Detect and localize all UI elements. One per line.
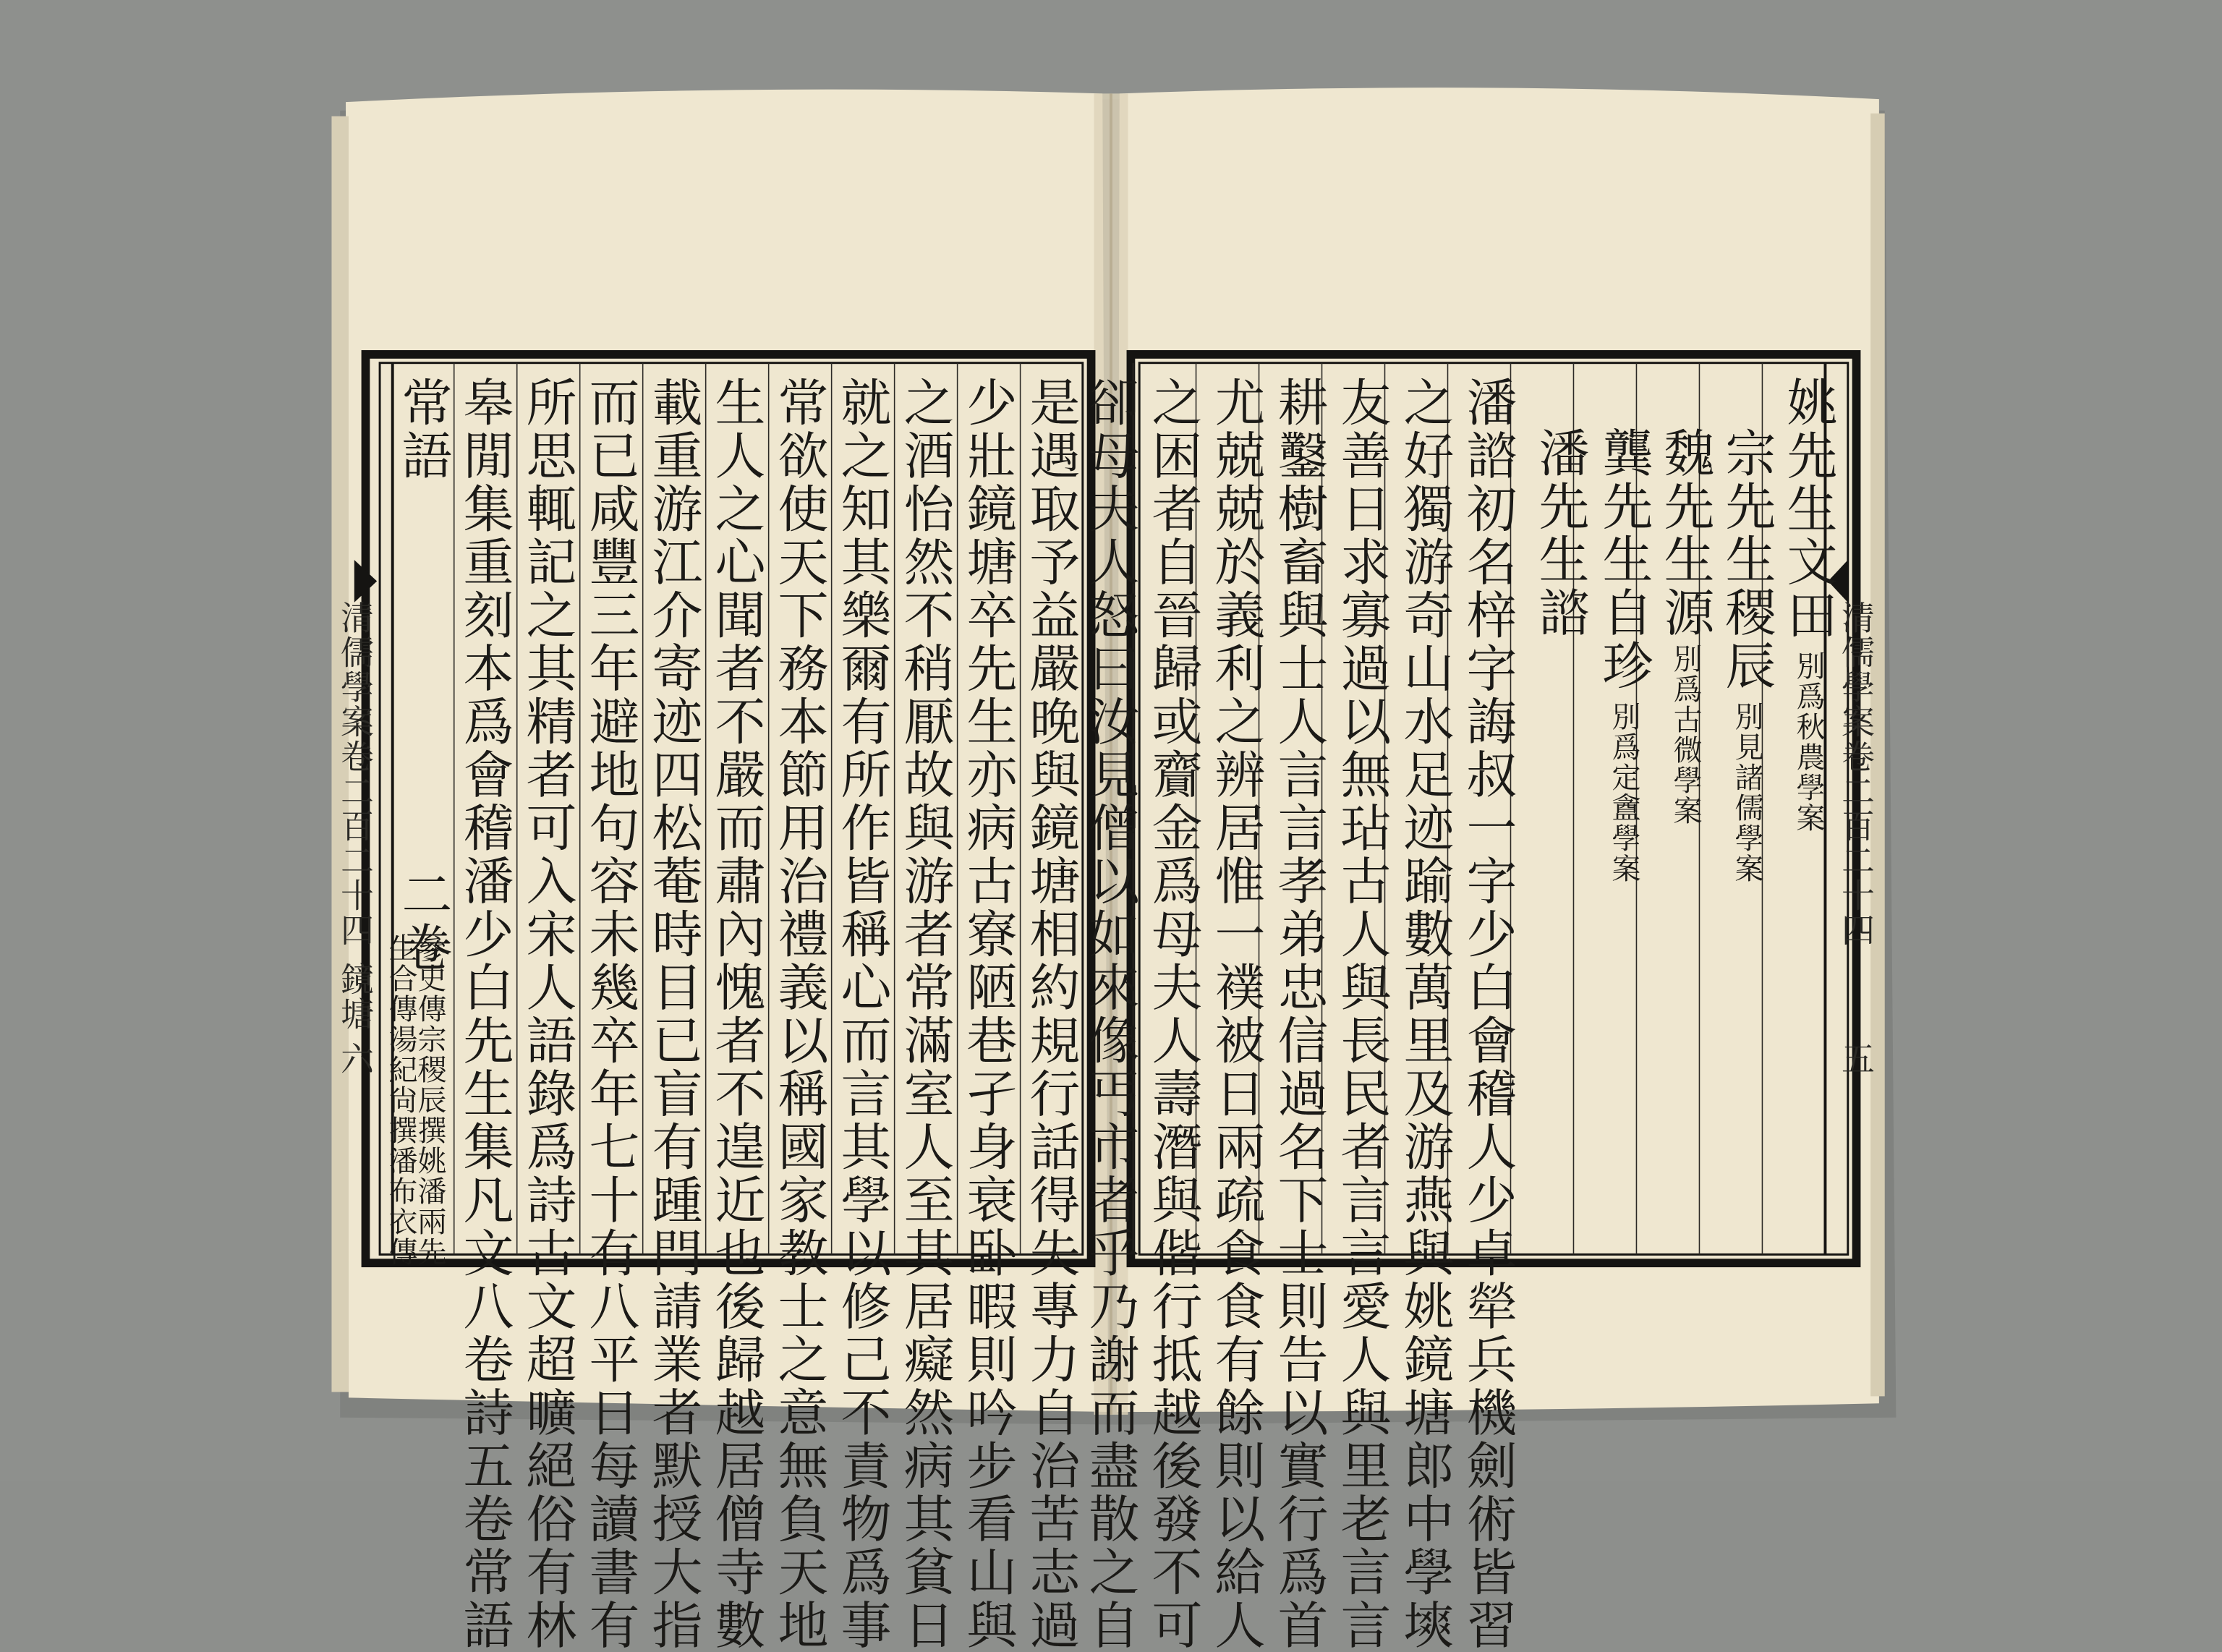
right-margin-title: 清儒學案卷二百二十四 [1836,600,1876,948]
left-text-column: 生人之心聞者不嚴而肅內愧者不遑近也後歸越居僧寺數 [707,376,766,1652]
left-text-column: 之酒怡然不稍厭故與游者常滿室人至其居癡然病其貧日 [895,376,955,1652]
right-text-column: 之困者自晉歸或齎金爲母夫人壽潛與偕行抵越後發不可 [1144,376,1203,1652]
left-text-column: 常欲使天下務本節用治禮義以稱國家教士之意無負天地 [770,376,829,1652]
left-text-column: 就之知其樂爾有所作皆稱心而言其學以修己不責物爲事 [833,376,892,1652]
right-text-column: 卻母夫人怒曰汝見僧以如來像丐市者乎乃謝而盡散之自 [1081,376,1140,1652]
right-margin-page: 五 [1836,1042,1876,1076]
right-heading-note: 別爲秋農學案 [1792,651,1825,833]
left-margin-section: 鏡塘 [336,962,375,1031]
right-text-column: 耕鑿樹畜與士人言言孝弟忠信過名下士則告以實行爲首 [1269,376,1329,1652]
left-last-column-volumes: 二卷 [393,868,453,974]
right-heading: 宗先生稷辰 [1717,427,1776,693]
right-text-column: 潘諮初名梓字誨叔一字少白會稽人少卓犖兵機劍術皆習 [1458,376,1517,1652]
left-text-column: 皋閒集重刻本爲會稽潘少白先生集凡文八卷詩五卷常語 [455,376,514,1652]
right-heading: 魏先生源 [1656,427,1715,639]
left-note-right-line: 參史傳宗稷辰撰姚潘兩先 [413,933,446,1267]
right-text-column: 友善日求寡過以無玷古人與長民者言言愛人與里老言言 [1332,376,1392,1652]
left-margin-title: 清儒學案卷二百二十四 [336,600,375,948]
left-text-column: 是遇取予益嚴晚與鏡塘相約規行話得失專力自治苦志過 [1021,376,1081,1652]
left-text-column: 所思輒記之其精者可入宋人語錄爲詩古文超曠絕俗有林 [518,376,577,1652]
left-note-left-line: 生合傳湯紀尙撰潘布衣傳 [384,933,417,1267]
left-last-column-title: 常語 [393,376,453,482]
right-heading-note: 別爲古微學案 [1669,644,1702,826]
right-heading-note: 別爲定盦學案 [1607,702,1640,884]
right-text-column: 之好獨游奇山水足迹踰數萬里及游燕與姚鏡塘郎中學塽 [1395,376,1455,1652]
left-margin-page: 六 [336,1042,375,1076]
right-heading: 姚先生文田 [1779,376,1838,642]
left-text-column: 而已咸豐三年避地句容未幾卒年七十有八平日每讀書有 [581,376,640,1652]
right-text-column: 尤兢兢於義利之辨居惟一襆被日兩疏食食有餘則以給人 [1206,376,1266,1652]
right-heading: 龔先生自珍 [1594,427,1653,693]
left-text-column: 少壯鏡塘卒先生亦病古寮陋巷孑身衰卧暇則吟步看山與 [958,376,1018,1652]
right-section-title: 潘先生諮 [1531,427,1590,639]
left-text-column: 載重游江介寄迹四松菴時目已盲有踵門請業者默授大指 [644,376,703,1652]
right-heading-note: 別見諸儒學案 [1730,702,1763,884]
